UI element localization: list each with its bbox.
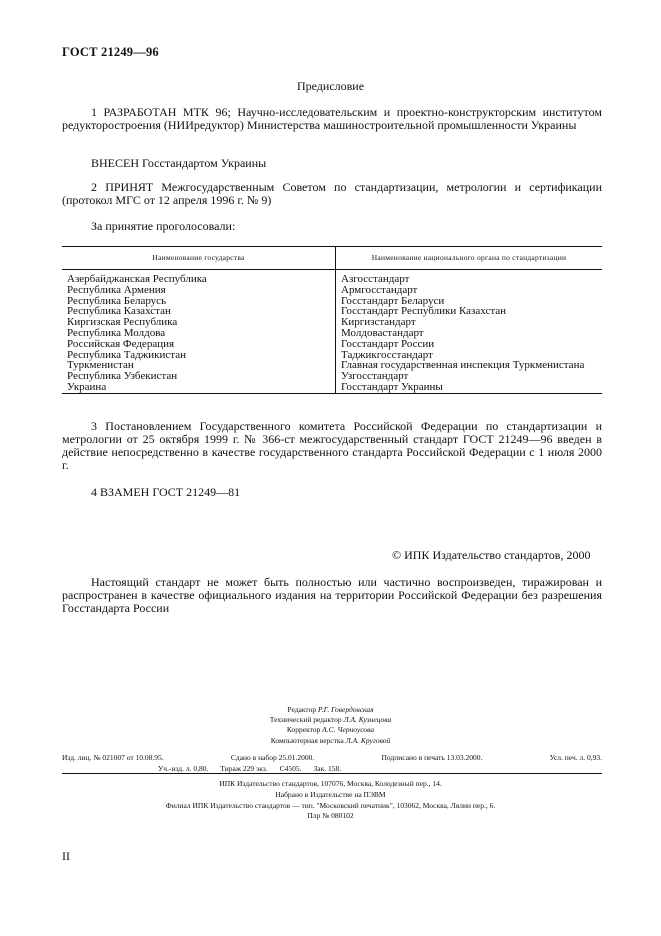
imprint-print-sheets: Усл. печ. л. 0,93. <box>549 753 602 762</box>
table-row <box>62 382 602 393</box>
table-cell-body: Армгосстандарт <box>341 283 418 296</box>
imprint-divider <box>62 773 602 774</box>
table-cell-body: Главная государственная инспекция Туркменистана <box>341 359 585 372</box>
table-row <box>62 270 602 285</box>
imprint-submitted: Сдано в набор 25.01.2000. <box>230 753 315 762</box>
table-row <box>62 371 602 382</box>
voting-table <box>62 246 602 394</box>
publisher-block <box>0 779 661 822</box>
table-cell-body: Молдовастандарт <box>341 326 424 339</box>
table-cell-body: Госстандарт России <box>341 337 435 350</box>
paragraph-voted-for: За принятие проголосовали: <box>91 219 236 233</box>
table-row <box>62 285 602 296</box>
table-cell-body: Госстандарт Беларуси <box>341 294 445 307</box>
table-cell-body: Госстандарт Республики Казахстан <box>341 305 507 318</box>
table-cell-body: Госстандарт Украины <box>336 382 603 393</box>
colophon-credits <box>0 705 661 746</box>
colophon-proofreader: Корректор А.С. Черноусова <box>286 725 375 735</box>
table-cell-state: Российская Федерация <box>62 339 336 350</box>
imprint-row <box>62 752 602 763</box>
copyright-notice: © ИПК Издательство стандартов, 2000 <box>392 548 591 562</box>
column-header-state: Наименование государства <box>62 247 336 270</box>
publisher-branch: Филиал ИПК Издательство стандартов — тип. "Московский печатник", 103062, Москва, Лялин пер., 6. <box>165 800 496 810</box>
table-cell-state: Республика Молдова <box>62 328 336 339</box>
column-header-national-body: Наименование национального органа по стандартизации <box>336 247 603 270</box>
paragraph-reproduction-notice: Настоящий стандарт не может быть полностью или частично воспроизведен, тиражирован и распространен в качестве официального издания на территории Российской Федерации без разрешения Госстандарта России <box>62 575 602 615</box>
paragraph-introduced-by: ВНЕСЕН Госстандартом Украины <box>91 156 267 170</box>
table-cell-body: Азгосстандарт <box>341 273 410 285</box>
paragraph-enactment: 3 Постановлением Государственного комитета Российской Федерации по стандартизации и метрологии от 25 октября 1999 г. № 366-ст межгосударственный стандарт ГОСТ 21249—96 введен в действие непосредственно в качестве государственного стандарта Российской Федерации с 1 июля 2000 г. <box>62 419 602 472</box>
table-cell-state: Туркменистан <box>62 360 336 371</box>
table-cell-state: Азербайджанская Республика <box>62 270 336 285</box>
imprint-license: Изд. лиц. № 021007 от 10.08.95. <box>62 753 164 762</box>
paragraph-replaces: 4 ВЗАМЕН ГОСТ 21249—81 <box>91 485 241 499</box>
imprint-order-code: С4505. <box>279 764 302 773</box>
table-row <box>62 339 602 350</box>
imprint-run: Тираж 229 экз. <box>220 764 268 773</box>
table-cell-state: Республика Таджикистан <box>62 350 336 361</box>
table-cell-state: Республика Армения <box>62 285 336 296</box>
table-cell-state: Республика Казахстан <box>62 306 336 317</box>
page-number: II <box>62 849 70 863</box>
table-cell-state: Киргизская Республика <box>62 317 336 328</box>
imprint-block <box>62 752 602 774</box>
table-header-row <box>62 247 602 270</box>
preface-title: Предисловие <box>296 79 365 93</box>
table-cell-state: Республика Узбекистан <box>62 371 336 382</box>
publisher-typeset: Набрано в Издательстве на ПЭВМ <box>275 789 386 799</box>
imprint-signed: Подписано в печать 13.03.2000. <box>381 753 483 762</box>
table-cell-state: Украина <box>62 382 336 393</box>
publisher-address: ИПК Издательство стандартов, 107076, Москва, Колодезный пер., 14. <box>219 779 442 788</box>
paragraph-developed-by: 1 РАЗРАБОТАН МТК 96; Научно-исследовательским и проектно-конструкторским институтом редукторостроения (НИИредуктор) Министерства машиностроительной промышленности Украины <box>62 105 602 132</box>
table-cell-body: Таджикгосстандарт <box>341 348 433 361</box>
colophon-layout: Компьютерная верстка Л.А. Круговой <box>270 735 391 745</box>
table-cell-body: Киргизстандарт <box>341 316 416 329</box>
colophon-tech-editor: Технический редактор Л.А. Кузнецова <box>269 715 392 725</box>
colophon-editor: Редактор Р.Г. Говердовская <box>287 705 374 714</box>
table-cell-body: Узгосстандарт <box>341 370 409 383</box>
imprint-order: Зак. 158. <box>313 764 342 773</box>
document-code: ГОСТ 21249—96 <box>62 45 159 59</box>
imprint-pub-sheets: Уч.-изд. л. 0,80. <box>158 764 209 773</box>
table-cell-state: Республика Беларусь <box>62 296 336 307</box>
paragraph-adopted-by: 2 ПРИНЯТ Межгосударственным Советом по стандартизации, метрологии и сертификации (протокол МГС от 12 апреля 1996 г. № 9) <box>62 180 602 207</box>
publisher-license: Плр № 080102 <box>307 811 354 821</box>
